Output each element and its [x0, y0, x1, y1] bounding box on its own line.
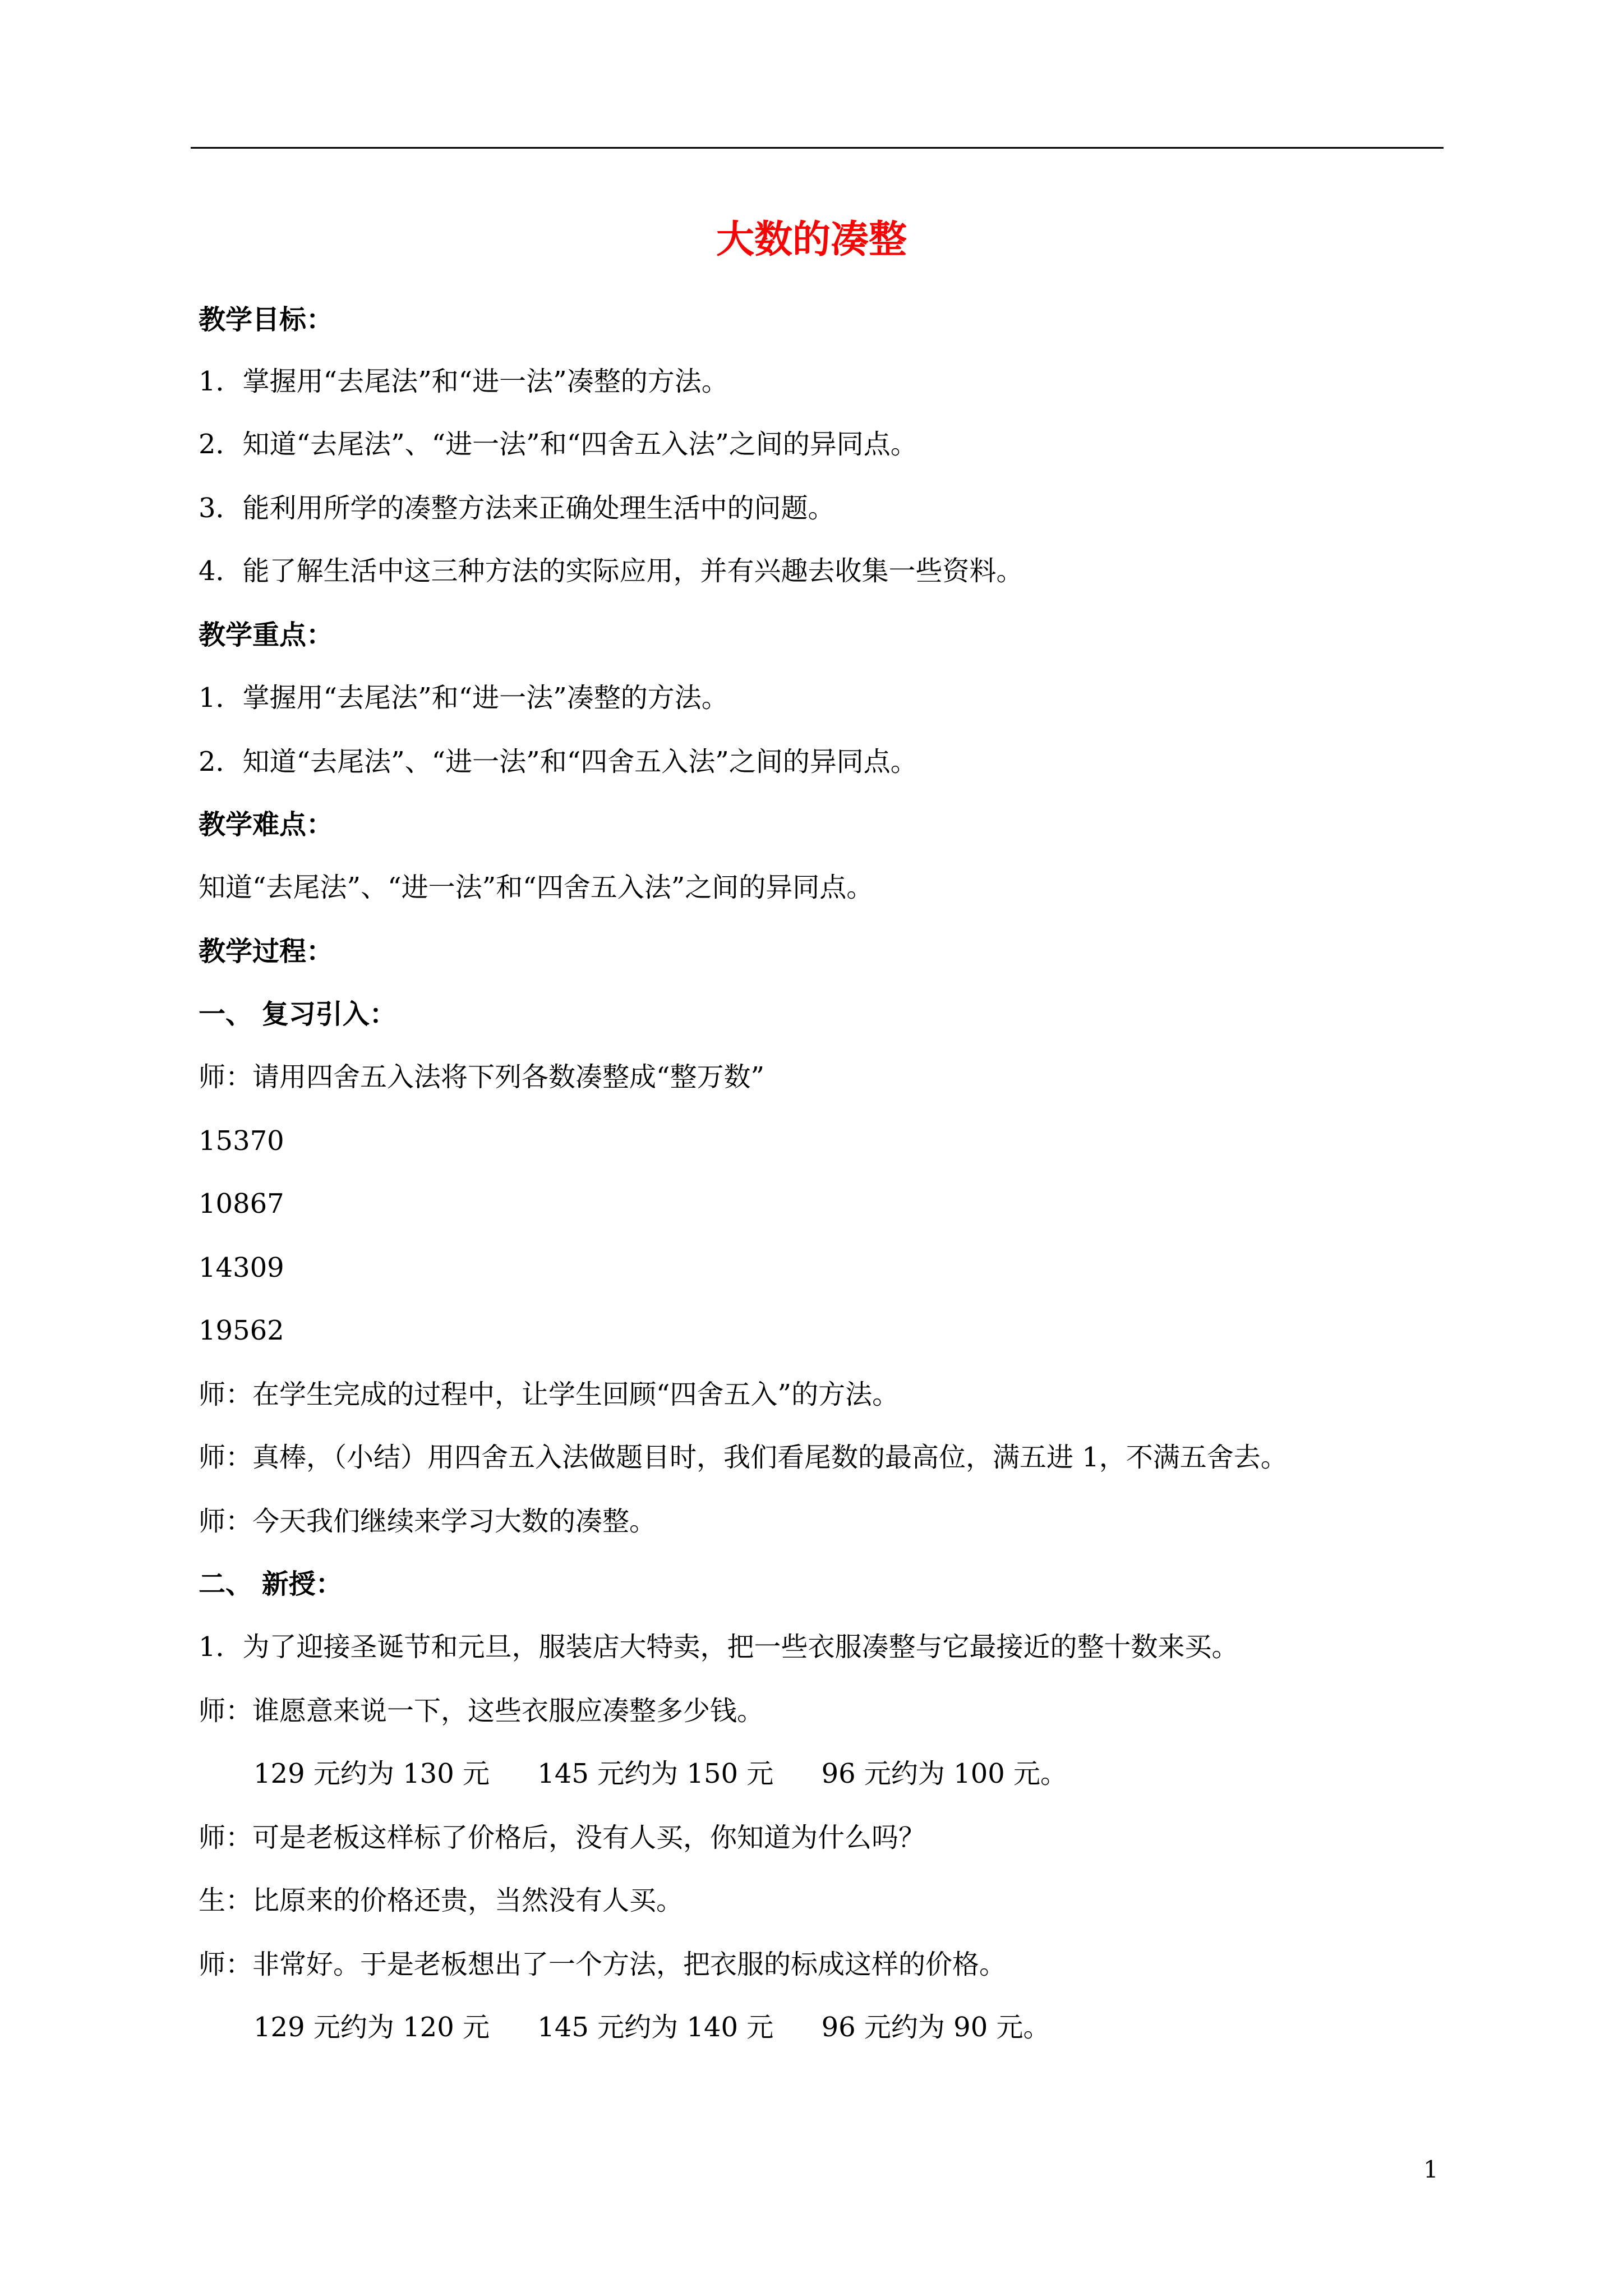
key-point-item-1: 1．掌握用“去尾法”和“进一法”凑整的方法。 [199, 682, 728, 714]
document-title: 大数的凑整 [716, 217, 907, 262]
key-points-heading: 教学重点： [199, 619, 334, 651]
key-point-item-2: 2．知道“去尾法”、“进一法”和“四舍五入法”之间的异同点。 [199, 746, 917, 777]
price-item: 129 元约为 120 元 [253, 2012, 490, 2043]
teacher-statement: 师：非常好。于是老板想出了一个方法，把衣服的标成这样的价格。 [199, 1949, 1007, 1980]
process-heading: 教学过程： [199, 936, 334, 967]
review-number-2: 10867 [199, 1188, 284, 1220]
price-item: 96 元约为 100 元。 [821, 1758, 1068, 1789]
goals-heading: 教学目标： [199, 304, 334, 335]
difficulty-heading: 教学难点： [199, 809, 334, 840]
header-rule [191, 147, 1444, 149]
price-list-1 [253, 1756, 1106, 1792]
price-item: 145 元约为 140 元 [537, 2012, 774, 2043]
review-line-3: 师：今天我们继续来学习大数的凑整。 [199, 1506, 657, 1537]
review-number-1: 15370 [199, 1125, 284, 1157]
review-number-3: 14309 [199, 1252, 284, 1283]
price-item: 129 元约为 130 元 [253, 1758, 490, 1789]
student-answer: 生：比原来的价格还贵，当然没有人买。 [199, 1885, 684, 1916]
review-line-2: 师：真棒，（小结）用四舍五入法做题目时，我们看尾数的最高位，满五进 1，不满五舍去。 [199, 1442, 1288, 1473]
difficulty-text: 知道“去尾法”、“进一法”和“四舍五入法”之间的异同点。 [199, 872, 874, 903]
review-prompt: 师：请用四舍五入法将下列各数凑整成“整万数” [199, 1061, 765, 1093]
page-number: 1 [1423, 2156, 1438, 2183]
review-line-1: 师：在学生完成的过程中，让学生回顾“四舍五入”的方法。 [199, 1379, 900, 1410]
new-lesson-heading: 二、 新授： [199, 1568, 343, 1600]
price-item: 145 元约为 150 元 [537, 1758, 774, 1789]
review-heading: 一、 复习引入： [199, 999, 396, 1030]
teacher-question-2: 师：可是老板这样标了价格后，没有人买，你知道为什么吗？ [199, 1822, 926, 1853]
teacher-question-1: 师：谁愿意来说一下，这些衣服应凑整多少钱。 [199, 1695, 764, 1727]
goal-item-2: 2．知道“去尾法”、“进一法”和“四舍五入法”之间的异同点。 [199, 429, 917, 460]
price-item: 96 元约为 90 元。 [821, 2012, 1050, 2043]
goal-item-4: 4．能了解生活中这三种方法的实际应用，并有兴趣去收集一些资料。 [199, 555, 1023, 587]
price-list-2 [253, 2009, 1090, 2045]
goal-item-3: 3．能利用所学的凑整方法来正确处理生活中的问题。 [199, 493, 835, 524]
new-lesson-intro: 1．为了迎接圣诞节和元旦，服装店大特卖，把一些衣服凑整与它最接近的整十数来买。 [199, 1631, 1239, 1663]
review-number-4: 19562 [199, 1315, 284, 1346]
goal-item-1: 1．掌握用“去尾法”和“进一法”凑整的方法。 [199, 366, 728, 397]
